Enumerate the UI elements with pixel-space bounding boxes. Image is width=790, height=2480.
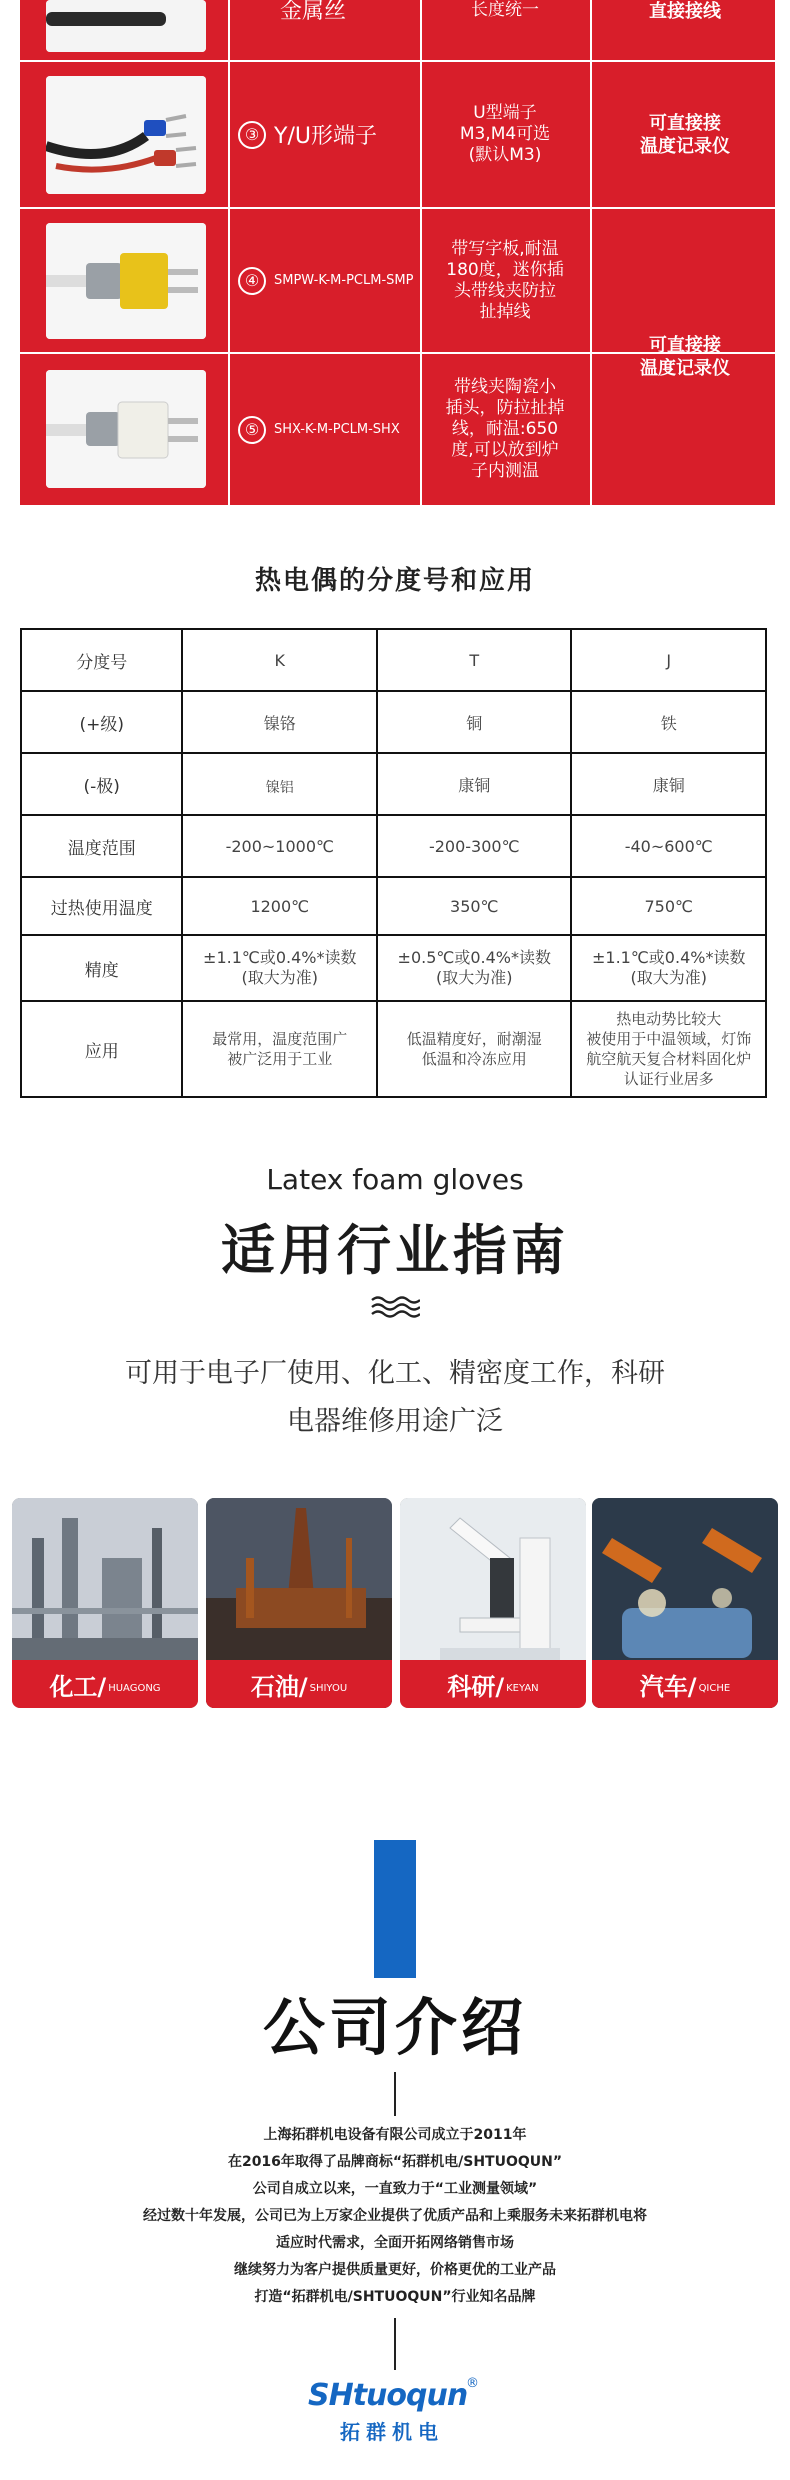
cell-k: 镍铝	[182, 753, 377, 815]
industry-en: KEYAN	[506, 1682, 539, 1694]
industry-card-chemical	[12, 1498, 198, 1708]
terminal-desc: 带线夹陶瓷小 插头，防拉扯掉 线，耐温:650 度,可以放到炉 子内测温	[445, 377, 565, 481]
intro-line: 经过数十年发展，公司已为上万家企业提供了优质产品和上乘服务未来拓群机电将	[143, 2208, 647, 2224]
wire-photo	[46, 0, 206, 52]
industry-en: SHIYOU	[309, 1682, 348, 1694]
table-row	[21, 935, 766, 1001]
cell-k: 1200℃	[182, 877, 377, 935]
cell-k: K	[182, 629, 377, 691]
cell-k: 镍铬	[182, 691, 377, 753]
intro-line: 继续努力为客户提供质量更好，价格更优的工业产品	[234, 2262, 556, 2278]
cell-k: -200~1000℃	[182, 815, 377, 877]
cell-t: 350℃	[377, 877, 571, 935]
logo-chinese: 拓群机电	[340, 2420, 444, 2444]
cell-j: ±1.1℃或0.4%*读数 (取大为准)	[571, 935, 766, 1001]
table-row	[21, 753, 766, 815]
company-logo	[300, 2378, 500, 2448]
number-5-icon: ⑤	[238, 416, 266, 444]
terminal-use-merged: 可直接接 温度记录仪	[640, 335, 730, 379]
intro-line: 在2016年取得了品牌商标“拓群机电/SHTUOQUN”	[227, 2154, 563, 2170]
terminal-row-2	[20, 62, 775, 209]
cell-t: 铜	[377, 691, 571, 753]
row-label: 分度号	[21, 629, 182, 691]
terminal-desc: 带写字板,耐温 180度，迷你插 头带线夹防拉 扯掉线	[446, 238, 564, 322]
cell-k: ±1.1℃或0.4%*读数 (取大为准)	[182, 935, 377, 1001]
industry-label	[206, 1660, 392, 1708]
cell-j: 铁	[571, 691, 766, 753]
industry-zh: 科研/	[447, 1672, 505, 1701]
industry-en: QICHE	[698, 1682, 731, 1694]
terminal-table	[20, 0, 775, 505]
row-label: 温度范围	[21, 815, 182, 877]
table-row	[21, 815, 766, 877]
terminal-use: 直接接线	[649, 1, 721, 22]
intro-line: 适应时代需求，全面开拓网络销售市场	[276, 2235, 514, 2251]
guide-desc-line: 可用于电子厂使用、化工、精密度工作，科研	[125, 1358, 665, 1389]
terminal-name: SMPW-K-M-PCLM-SMP	[274, 273, 414, 288]
shx-plug-photo	[46, 370, 206, 488]
industry-label	[12, 1660, 198, 1708]
table-row	[21, 877, 766, 935]
cell-k: 最常用，温度范围广 被广泛用于工业	[182, 1001, 377, 1097]
divider-line	[394, 2072, 396, 2116]
terminal-desc: U型端子 M3,M4可选 (默认M3)	[459, 103, 551, 165]
guide-subtitle: Latex foam gloves	[266, 1163, 524, 1196]
number-4-icon: ④	[238, 267, 266, 295]
logo-wordmark: SHtuoqun	[308, 2378, 468, 2413]
company-title: 公司介绍	[262, 1991, 527, 2064]
cell-t: -200-300℃	[377, 815, 571, 877]
blue-accent-bar	[374, 1840, 416, 1978]
registered-mark: ®	[466, 2376, 479, 2391]
guide-description	[0, 1350, 790, 1446]
industry-zh: 汽车/	[639, 1672, 697, 1701]
industry-card-research	[400, 1498, 586, 1708]
thermocouple-title: 热电偶的分度号和应用	[254, 566, 535, 596]
terminal-row-1	[20, 0, 775, 62]
intro-line: 打造“拓群机电/SHTUOQUN”行业知名品牌	[254, 2289, 536, 2305]
row-label: 过热使用温度	[21, 877, 182, 935]
industry-label	[400, 1660, 586, 1708]
industry-zh: 石油/	[250, 1672, 308, 1701]
row-label: 精度	[21, 935, 182, 1001]
cell-t: 康铜	[377, 753, 571, 815]
row-label: (-极)	[21, 753, 182, 815]
wave-divider-icon	[370, 1294, 420, 1320]
guide-desc-line: 电器维修用途广泛	[287, 1406, 503, 1437]
cell-j: -40~600℃	[571, 815, 766, 877]
table-row	[21, 1001, 766, 1097]
smpw-plug-photo	[46, 223, 206, 339]
cell-j: 热电动势比较大 被使用于中温领域，灯饰 航空航天复合材料固化炉 认证行业居多	[571, 1001, 766, 1097]
number-3-icon: ③	[238, 121, 266, 149]
cell-j: 康铜	[571, 753, 766, 815]
terminal-desc: 长度统一	[471, 0, 539, 20]
cell-j: 750℃	[571, 877, 766, 935]
industry-card-auto	[592, 1498, 778, 1708]
industry-label	[592, 1660, 778, 1708]
intro-line: 上海拓群机电设备有限公司成立于2011年	[263, 2127, 527, 2143]
guide-title: 适用行业指南	[221, 1219, 569, 1282]
terminal-name: Y/U形端子	[274, 124, 377, 149]
yu-terminal-photo	[46, 76, 206, 194]
row-label: 应用	[21, 1001, 182, 1097]
cell-t: 低温精度好，耐潮湿 低温和冷冻应用	[377, 1001, 571, 1097]
intro-line: 公司自成立以来，一直致力于“工业测量领域”	[252, 2181, 538, 2197]
table-row	[21, 691, 766, 753]
thermocouple-table	[20, 628, 767, 1098]
industry-zh: 化工/	[49, 1672, 107, 1701]
row-label: (+级)	[21, 691, 182, 753]
terminal-use: 可直接接 温度记录仪	[640, 112, 730, 157]
cell-t: ±0.5℃或0.4%*读数 (取大为准)	[377, 935, 571, 1001]
industry-en: HUAGONG	[108, 1682, 161, 1694]
cell-j: J	[571, 629, 766, 691]
cell-t: T	[377, 629, 571, 691]
terminal-name: 金属丝	[280, 0, 347, 24]
divider-line	[394, 2318, 396, 2370]
table-row	[21, 629, 766, 691]
industry-card-oil	[206, 1498, 392, 1708]
company-intro	[0, 2122, 790, 2311]
terminal-name: SHX-K-M-PCLM-SHX	[274, 422, 400, 437]
